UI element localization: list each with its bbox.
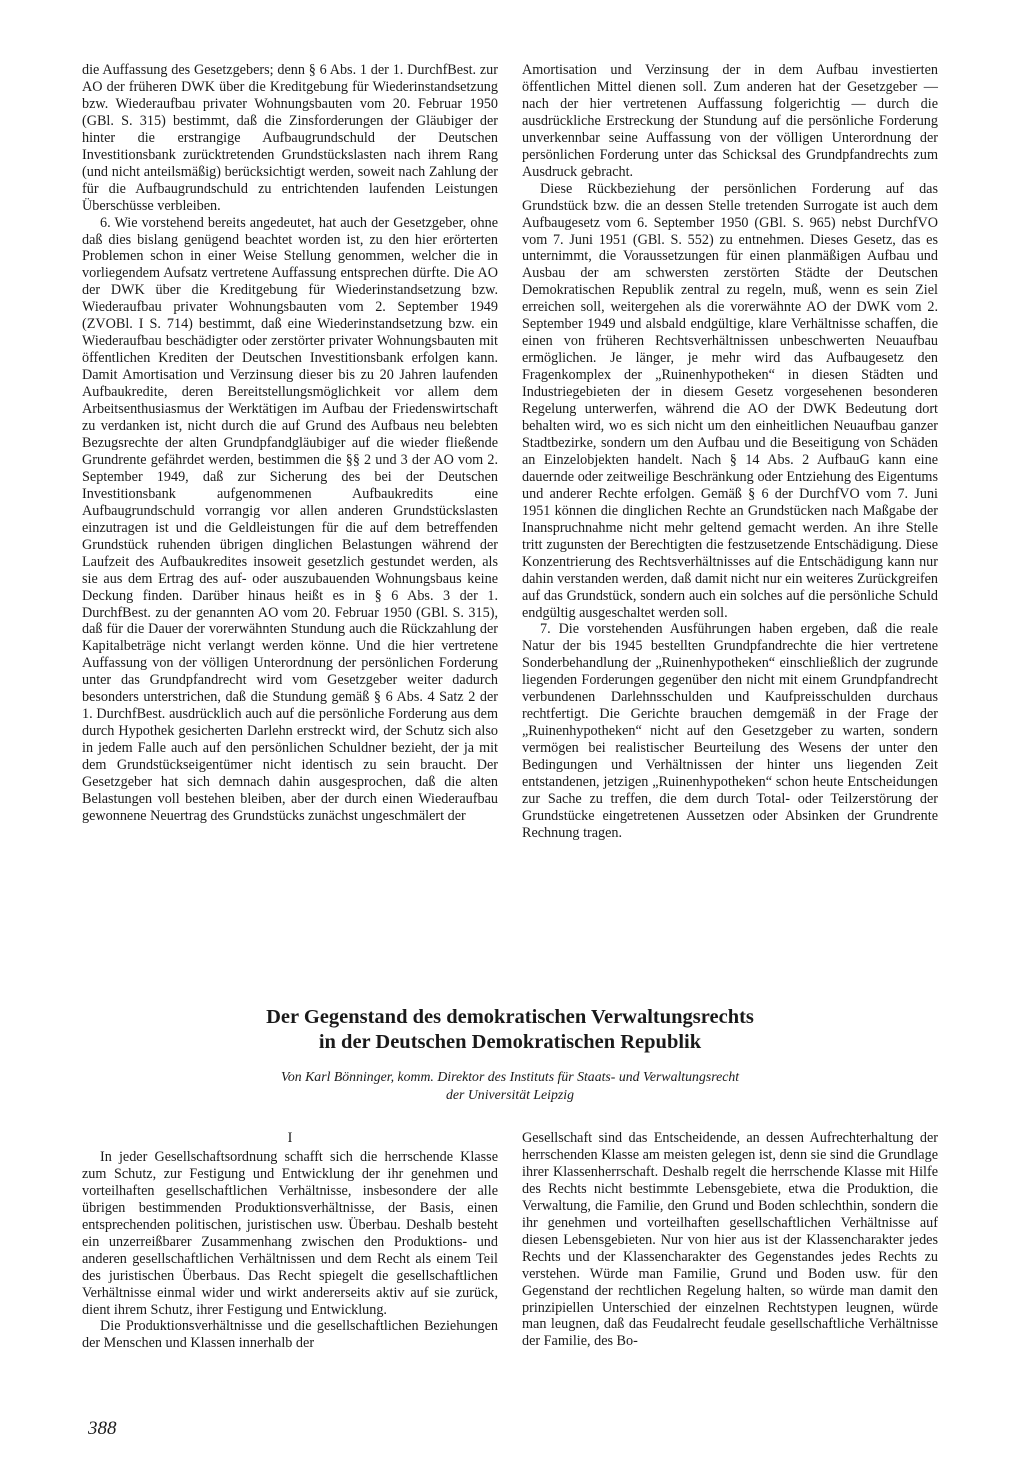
upper-left-column xyxy=(82,62,498,825)
section-number: I xyxy=(287,1130,293,1146)
byline-line: der Universität Leipzig xyxy=(446,1087,574,1102)
article-title-line: in der Deutschen Demokratischen Republik xyxy=(318,1031,702,1053)
paragraph: 6. Wie vorstehend bereits angedeutet, hat auch der Gesetzgeber, ohne daß dies bislang genügend beachtet worden ist, zu den hier erörterten Problemen schon in einer Weise Stellung genommen, welcher die in vorliegendem Aufsatz vertretene Auffassung entsprechen dürfte. Die AO der DWK über die Kreditgebung für Wiederinstandsetzung bzw. Wiederaufbau privater Wohnungsbauten vom 2. September 1949 (ZVOBl. I S. 714) bestimmt, daß eine Wiederinstandsetzung bzw. ein Wiederaufbau beschädigter oder zerstörter privater Wohnungsbauten mit öffentlichen Krediten der Deutschen Investitionsbank erfolgen kann. Damit Amortisation und Verzinsung dieser bis zu 20 Jahren laufenden Aufbaukredite, deren Bereitstellungsmöglichkeit vor allem dem Arbeitsenthusiasmus der Werktätigen im Aufbau der Friedenswirtschaft zu verdanken ist, nicht durch die auf Grund des Aufbaus neu belebten Bezugsrechte der alten Grundpfandgläubiger auf die wieder fließende Grundrente gefährdet werden, bestimmen die §§ 2 und 3 der AO vom 2. September 1949, daß zur Sicherung des bei der Deutschen Investitionsbank aufgenommenen Aufbaukredits eine Aufbaugrundschuld vorrangig vor allen anderen Grundstückslasten einzutragen ist und die Geldleistungen für die auf dem betreffenden Grundstück ruhenden übrigen dinglichen Belastungen während der Laufzeit des Aufbaukredites insoweit gesetzlich gestundet werden, als sie aus dem Ertrag des auf- oder auszubauenden Wohnungsbaus keine Deckung finden. Darüber hinaus heißt es in § 6 Abs. 3 der 1. DurchfBest. zu der genannten AO vom 20. Februar 1950 (GBl. S. 315), daß für die Dauer der vorerwähnten Stundung auch die Rückzahlung der Kapitalbeträge nicht verlangt werden könne. Und die hier vertretene Auffassung von der völligen Unterordnung der persönlichen Forderung unter das Grundpfandrecht wird vom Gesetzgeber weiter dadurch besonders unterstrichen, daß die Stundung gemäß § 6 Abs. 4 Satz 2 der 1. DurchfBest. ausdrücklich auch auf die persönliche Forderung aus dem durch Hypothek gesicherten Darlehn erstreckt wird, der Schutz sich also in jedem Falle auch auf den persönlichen Schuldner bezieht, der ja mit dem Grundstückseigentümer nicht identisch zu sein braucht. Der Gesetzgeber hat sich demnach dahin ausgesprochen, daß die alten Belastungen voll bestehen bleiben, aber der durch einen Wiederaufbau gewonnene Neuertrag des Grundstücks zunächst ungeschmälert der xyxy=(82,214,498,824)
paragraph: Gesellschaft sind das Entscheidende, an dessen Aufrechterhaltung der herrschenden Klasse am meisten gelegen ist, denn sie sind die Grundlage ihrer Klassenherrschaft. Deshalb regelt die herrschende Klasse mit Hilfe des Rechts nicht bestimmte Lebensgebiete, etwa die Produktion, die Verwaltung, die Familie, den Grund und Boden schlechthin, sondern die ihr genehmen und vorteilhaften gesellschaftlichen Verhältnisse auf diesen Lebensgebieten. Nur von hier aus ist der Klassencharakter jedes Rechts und der Klassencharakter des Gegenstandes jedes Rechts zu verstehen. Würde man Familie, Grund und Boden usw. für den Gegenstand der rechtlichen Regelung halten, so würde man damit den prinzipiellen Unterschied der einzelnen Rechtstypen leugnen, würde man leugnen, daß das Feudalrecht feudale gesellschaftliche Verhältnisse der Familie, des Bo- xyxy=(522,1130,938,1350)
article-left-column xyxy=(82,1130,498,1352)
upper-right-column xyxy=(522,62,938,842)
byline-line: Von Karl Bönninger, komm. Direktor des Instituts für Staats- und Verwaltungsrecht xyxy=(280,1069,740,1084)
page-number: 388 xyxy=(88,1418,117,1439)
paragraph: die Auffassung des Gesetzgebers; denn § 6 Abs. 1 der 1. DurchfBest. zur AO der früheren DWK über die Kreditgebung für Wiederinstandsetzung bzw. Wiederaufbau privater Wohnungsbauten vom 20. Februar 1950 (GBl. S. 315) bestimmt, daß die Zinsforderungen der Gläubiger der hinter die erstrangige Aufbaugrundschuld der Deutschen Investitionsbank zurücktretenden Grundstückslasten nach ihrem Rang (und nicht anteilsmäßig) berücksichtigt werden, soweit nach Zahlung der für die Aufbaugrundschuld zu entrichtenden laufenden Leistungen Überschüsse verbleiben. xyxy=(82,62,498,214)
paragraph: Amortisation und Verzinsung der in dem Aufbau investierten öffentlichen Mittel dienen soll. Zum anderen hat der Gesetzgeber — nach der hier vertretenen Auffassung folgerichtig — durch die ausdrückliche Erstreckung der Stundung auf die persönliche Forderung unverkennbar seine Auffassung von der völligen Unterordnung der persönlichen Forderung unter das Schicksal des Grundpfandrechts zum Ausdruck gebracht. xyxy=(522,62,938,180)
article-title-line: Der Gegenstand des demokratischen Verwaltungsrechts xyxy=(266,1006,754,1028)
article-title xyxy=(82,1005,938,1055)
paragraph: 7. Die vorstehenden Ausführungen haben ergeben, daß die reale Natur der bis 1945 bestellten Grundpfandrechte die hier vertretene Sonderbehandlung der „Ruinenhypotheken“ einschließlich der zugrunde liegenden Forderungen gegenüber den nicht mit einem Grundpfandrecht verbundenen Darlehnsschulden und Kaufpreisschulden durchaus rechtfertigt. Die Gerichte brauchen demgemäß in der Frage der „Ruinenhypotheken“ nicht auf den Gesetzgeber zu warten, sondern vermögen bei realistischer Beurteilung des Wesens der unter den Bedingungen und Verhältnissen der hinter uns liegenden Zeit entstandenen, jetzigen „Ruinenhypotheken“ schon heute Entscheidungen zur Sache zu treffen, die dem durch Total- oder Teilzerstörung der Grundstücke eingetretenen Aussetzen oder Absinken der Grundrente Rechnung tragen. xyxy=(522,621,938,841)
paragraph: Diese Rückbeziehung der persönlichen Forderung auf das Grundstück bzw. die an dessen Stelle tretenden Surrogate ist auch dem Aufbaugesetz vom 6. September 1950 (GBl. S. 965) nebst DurchfVO vom 7. Juni 1951 (GBl. S. 552) zu entnehmen. Dieses Gesetz, das es unternimmt, die Voraussetzungen für einen planmäßigen Aufbau und Ausbau der am schwersten zerstörten Städte der Deutschen Demokratischen Republik zentral zu regeln, muß, wenn es sein Ziel erreichen soll, weitergehen als die vorerwähnte AO der DWK vom 2. September 1949 und alsbald endgültige, klare Verhältnisse schaffen, die einen von früheren Rechtsverhältnissen unbeschwerten Neuaufbau ermöglichen. Je länger, je mehr wird das Aufbaugesetz den Fragenkomplex der „Ruinenhypotheken“ in diesen Städten und Industriegebieten der in diesem Gesetz vorgesehenen besonderen Regelung unterwerfen, während die AO der DWK Bedeutung dort behalten wird, wo es sich nicht um den einheitlichen Neuaufbau ganzer Stadtbezirke, sondern um den Aufbau und die Beseitigung von Schäden an Einzelobjekten handelt. Nach § 14 Abs. 2 AufbauG kann eine dauernde oder zeitweilige Beschränkung oder Entziehung des Eigentums und anderer Rechte erfolgen. Gemäß § 6 der DurchfVO vom 7. Juni 1951 können die dinglichen Rechte an Grundstücken nach Maßgabe der Inanspruchnahme nicht mehr geltend gemacht werden. An ihre Stelle tritt zugunsten der Berechtigten die festzusetzende Entschädigung. Diese Konzentrierung des Rechtsverhältnisses auf die Entschädigung kann nur dahin verstanden werden, daß damit nicht nur ein weiteres Zurückgreifen auf das Grundstück, sondern auch ein solches auf die persönliche Schuld endgültig ausgeschaltet werden soll. xyxy=(522,180,939,621)
paragraph: Die Produktionsverhältnisse und die gesellschaftlichen Beziehungen der Menschen und Klassen innerhalb der xyxy=(82,1318,498,1352)
article-byline xyxy=(82,1068,938,1104)
article-right-column xyxy=(522,1130,938,1350)
paragraph: In jeder Gesellschaftsordnung schafft sich die herrschende Klasse zum Schutz, zur Festigung und Entwicklung der ihr genehmen und vorteilhaften gesellschaftlichen Verhältnisse, insbesondere der alle übrigen bestimmenden Produktionsverhältnisse, der Basis, einen entsprechenden politischen, juristischen usw. Überbau. Deshalb besteht ein unzerreißbarer Zusammenhang zwischen den Produktions- und anderen gesellschaftlichen Verhältnissen und dem Recht als einem Teil des juristischen Überbaus. Das Recht spiegelt die gesellschaftlichen Verhältnisse einmal wider und wirkt andererseits aktiv auf sie zurück, dient ihrem Schutz, ihrer Festigung und Entwicklung. xyxy=(82,1148,498,1318)
